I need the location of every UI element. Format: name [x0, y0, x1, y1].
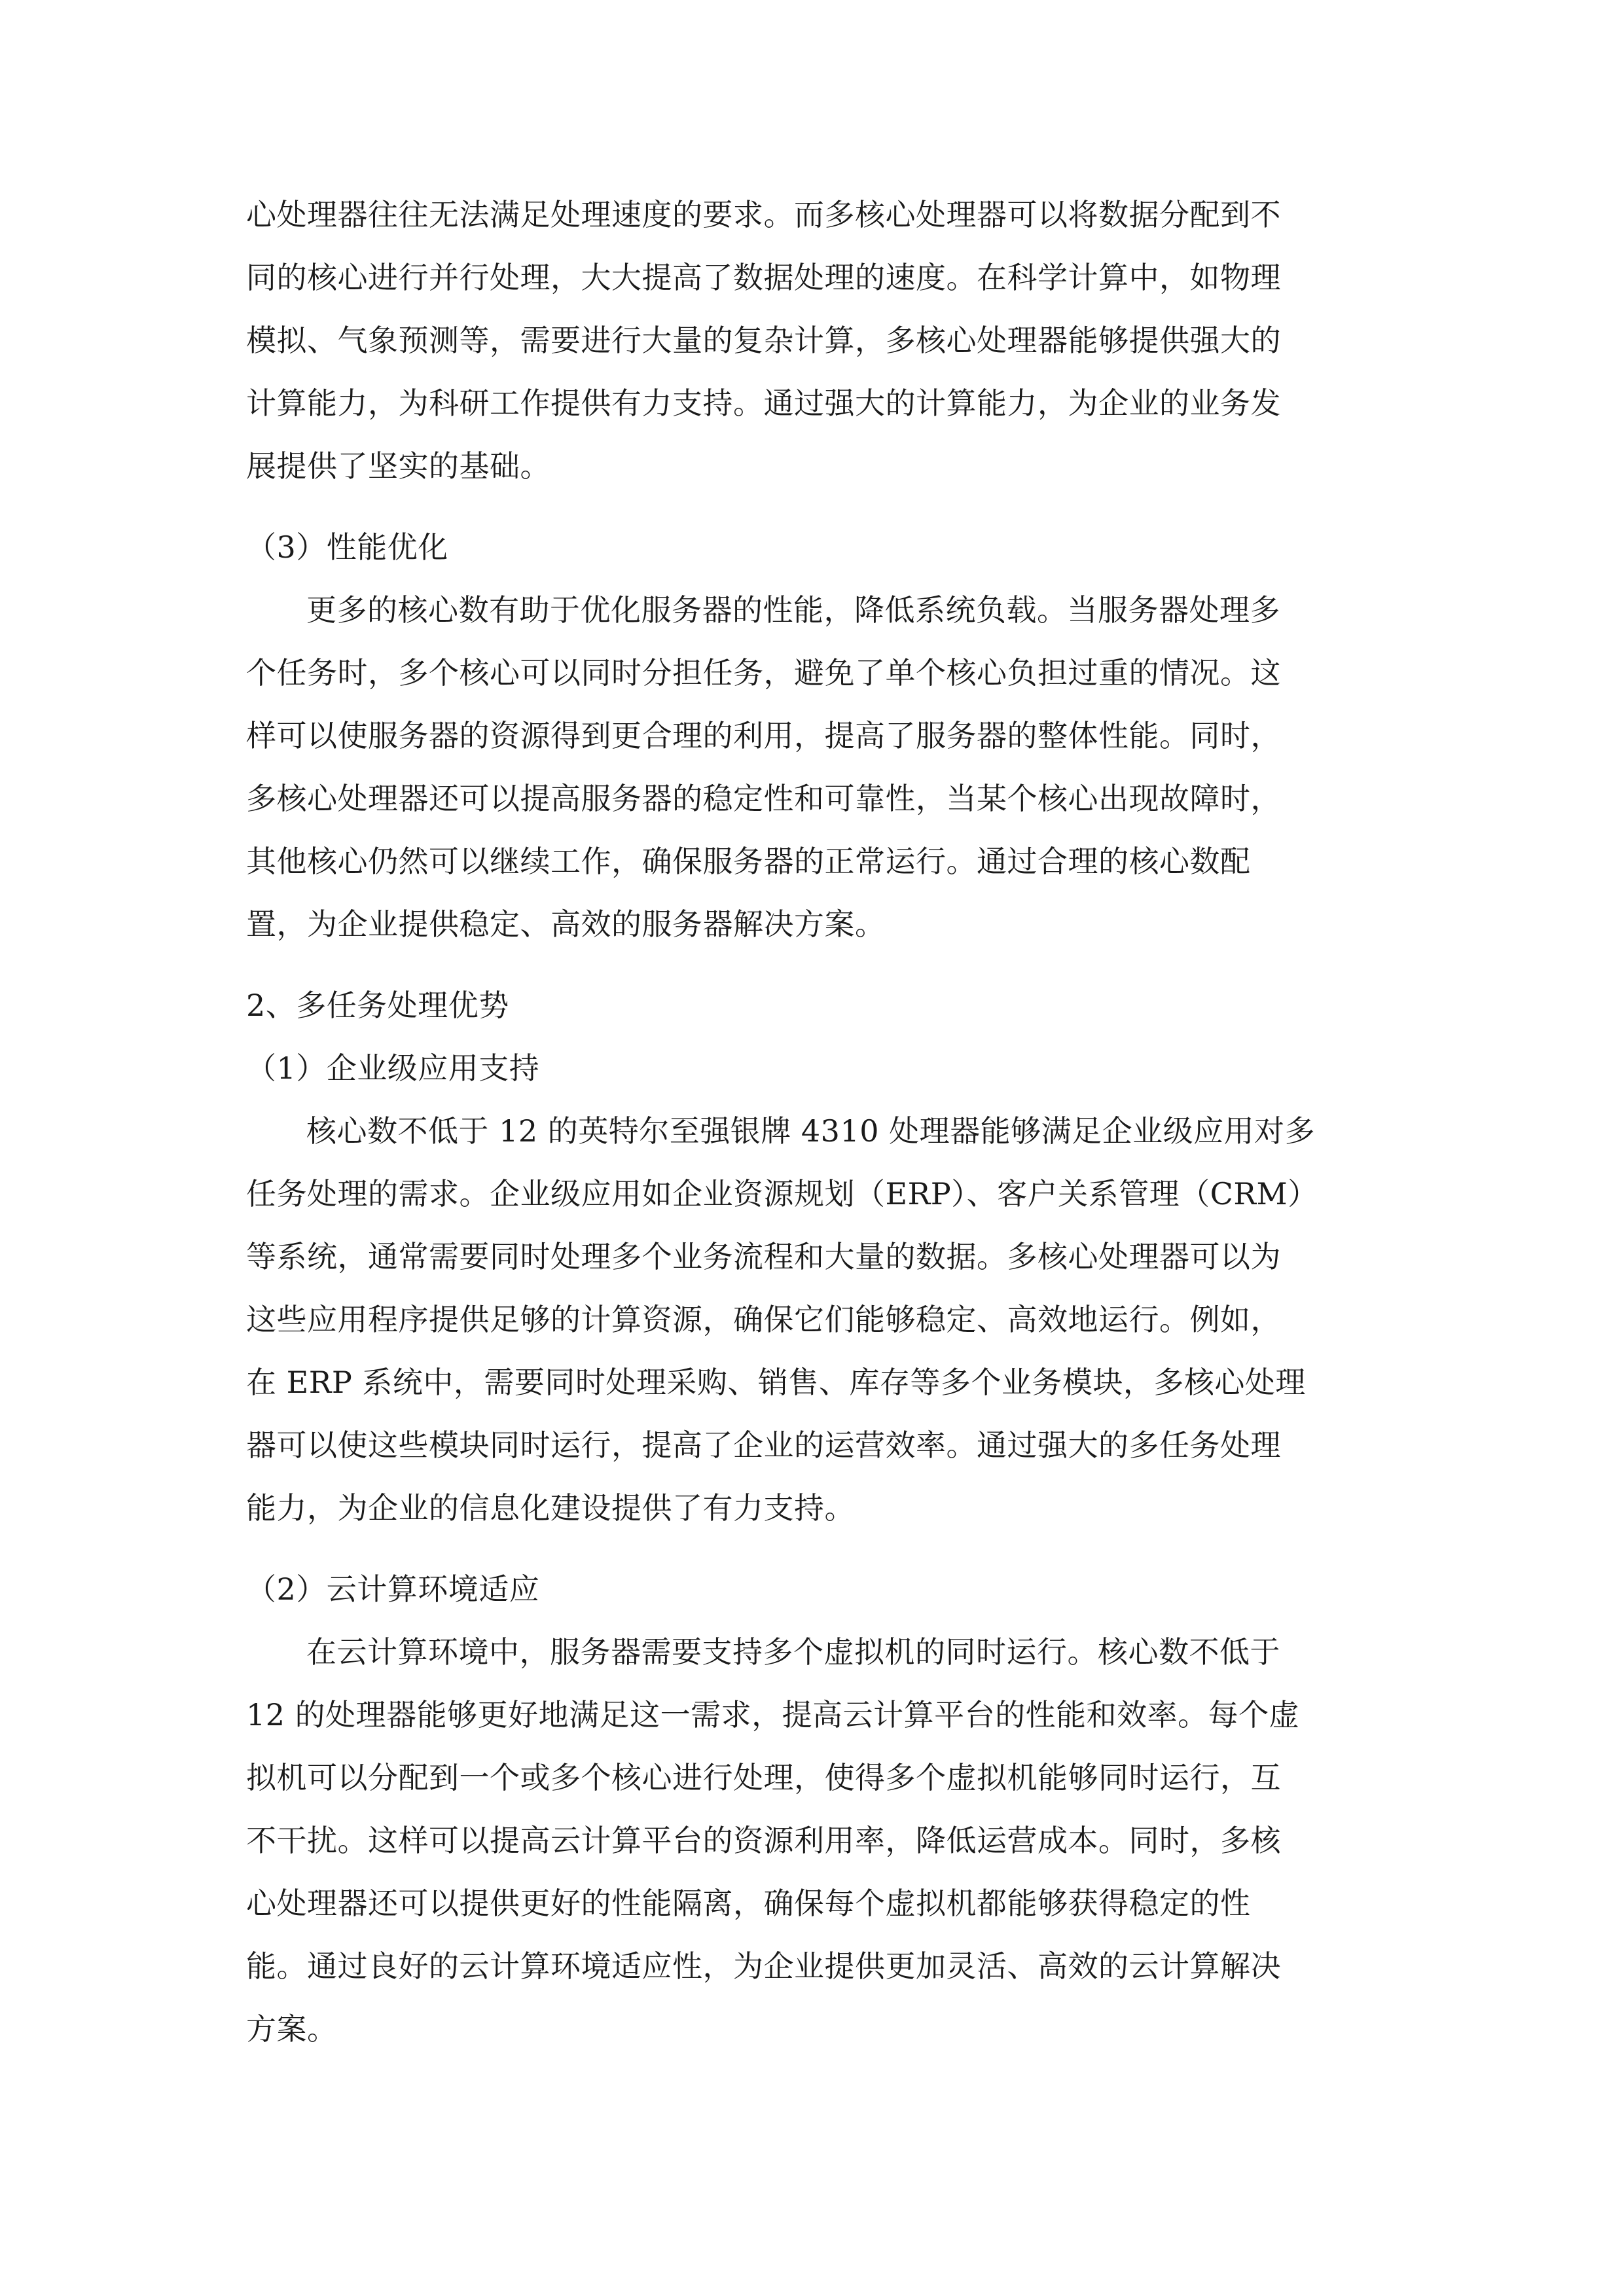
- subheading-cloud-computing: （2）云计算环境适应: [246, 1571, 540, 1607]
- text-line: 能。通过良好的云计算环境适应性，为企业提供更加灵活、高效的云计算解决: [246, 1948, 1281, 1984]
- text-line: 置，为企业提供稳定、高效的服务器解决方案。: [246, 906, 886, 942]
- text-line: 更多的核心数有助于优化服务器的性能，降低系统负载。当服务器处理多: [306, 592, 1280, 628]
- text-line: 任务处理的需求。企业级应用如企业资源规划（ERP）、客户关系管理（CRM）: [246, 1176, 1318, 1211]
- text-line: 能力，为企业的信息化建设提供了有力支持。: [246, 1490, 855, 1526]
- document-body: [246, 183, 1381, 2060]
- subheading-performance-optimization: （3）性能优化: [246, 529, 448, 565]
- text-line: 个任务时，多个核心可以同时分担任务，避免了单个核心负担过重的情况。这: [246, 655, 1281, 691]
- text-line: 在云计算环境中，服务器需要支持多个虚拟机的同时运行。核心数不低于: [306, 1634, 1280, 1670]
- text-line: 模拟、气象预测等，需要进行大量的复杂计算，多核心处理器能够提供强大的: [246, 323, 1281, 358]
- paragraph-cloud-computing: [246, 1621, 1381, 2060]
- paragraph-gap: [246, 497, 1381, 516]
- subheading-enterprise-apps: （1）企业级应用支持: [246, 1050, 540, 1086]
- text-line: 计算能力，为科研工作提供有力支持。通过强大的计算能力，为企业的业务发: [246, 386, 1281, 421]
- text-line: 在 ERP 系统中，需要同时处理采购、销售、库存等多个业务模块，多核心处理: [246, 1365, 1306, 1400]
- text-line: 多核心处理器还可以提高服务器的稳定性和可靠性，当某个核心出现故障时，: [246, 781, 1281, 816]
- text-line: 拟机可以分配到一个或多个核心进行处理，使得多个虚拟机能够同时运行，互: [246, 1760, 1281, 1795]
- text-line: 展提供了坚实的基础。: [246, 448, 550, 484]
- paragraph-performance-optimization: [246, 579, 1381, 956]
- text-line: 心处理器往往无法满足处理速度的要求。而多核心处理器可以将数据分配到不: [246, 197, 1281, 232]
- text-line: 核心数不低于 12 的英特尔至强银牌 4310 处理器能够满足企业级应用对多: [306, 1113, 1316, 1149]
- text-line: 同的核心进行并行处理，大大提高了数据处理的速度。在科学计算中，如物理: [246, 260, 1281, 295]
- paragraph-processing-speed: [246, 183, 1381, 497]
- text-line: 心处理器还可以提供更好的性能隔离，确保每个虚拟机都能够获得稳定的性: [246, 1886, 1251, 1921]
- text-line: 不干扰。这样可以提高云计算平台的资源利用率，降低运营成本。同时，多核: [246, 1823, 1281, 1858]
- text-line: 方案。: [246, 2011, 338, 2047]
- text-line: 器可以使这些模块同时运行，提高了企业的运营效率。通过强大的多任务处理: [246, 1427, 1281, 1463]
- text-line: 这些应用程序提供足够的计算资源，确保它们能够稳定、高效地运行。例如，: [246, 1302, 1281, 1337]
- section-heading-multitasking: 2、多任务处理优势: [246, 988, 509, 1023]
- paragraph-gap: [246, 1539, 1381, 1558]
- text-line: 12 的处理器能够更好地满足这一需求，提高云计算平台的性能和效率。每个虚: [246, 1697, 1300, 1732]
- text-line: 等系统，通常需要同时处理多个业务流程和大量的数据。多核心处理器可以为: [246, 1239, 1281, 1274]
- paragraph-enterprise-apps: [246, 1100, 1381, 1539]
- paragraph-gap: [246, 956, 1381, 974]
- text-line: 其他核心仍然可以继续工作，确保服务器的正常运行。通过合理的核心数配: [246, 844, 1251, 879]
- text-line: 样可以使服务器的资源得到更合理的利用，提高了服务器的整体性能。同时，: [246, 718, 1281, 753]
